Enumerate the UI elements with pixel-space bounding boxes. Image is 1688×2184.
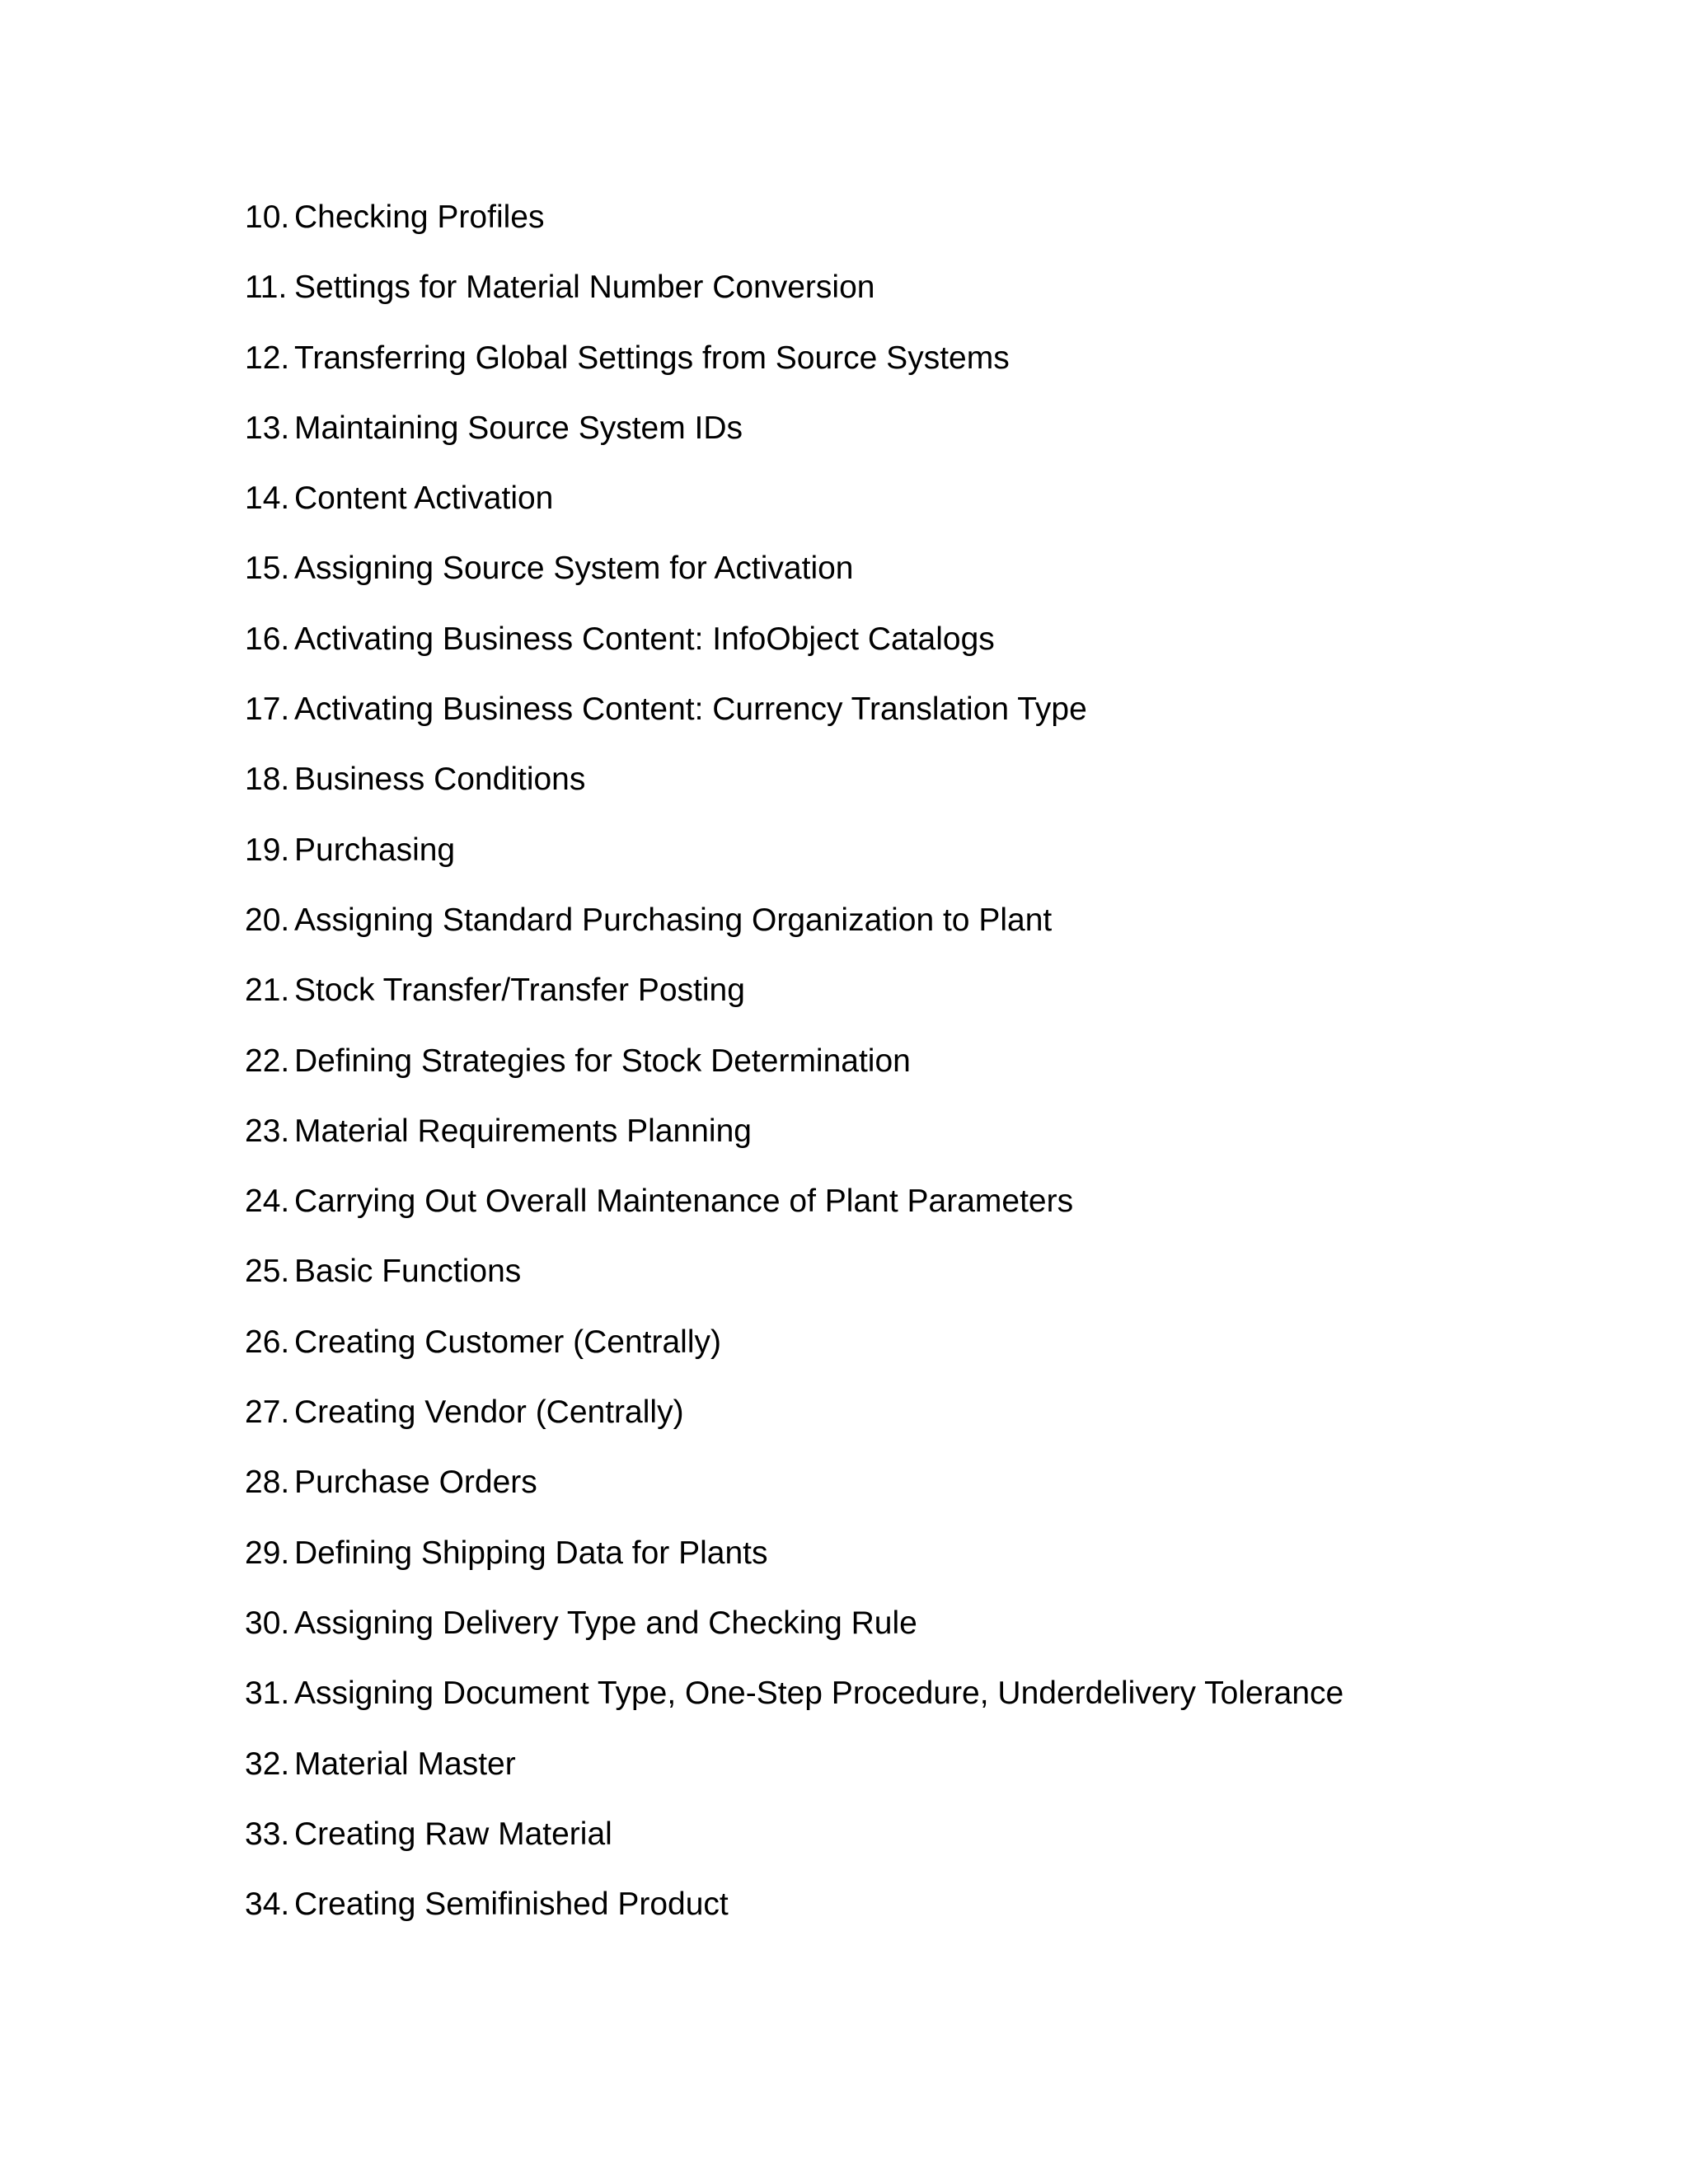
list-item — [245, 1460, 1343, 1530]
item-text: Creating Customer (Centrally) — [294, 1324, 721, 1360]
list-item — [245, 476, 1343, 546]
item-text: Transferring Global Settings from Source Systems — [294, 340, 1010, 376]
item-number: 23. — [245, 1113, 290, 1149]
item-number: 31. — [245, 1675, 290, 1712]
item-text: Assigning Source System for Activation — [294, 551, 854, 587]
list-item — [245, 1390, 1343, 1460]
list-item — [245, 968, 1343, 1038]
item-number: 33. — [245, 1816, 290, 1852]
item-number: 21. — [245, 972, 290, 1009]
item-text: Checking Profiles — [294, 199, 545, 235]
list-item — [245, 546, 1343, 616]
item-number: 32. — [245, 1746, 290, 1782]
item-text: Activating Business Content: Currency Translation Type — [294, 691, 1087, 728]
item-text: Assigning Standard Purchasing Organization to Plant — [294, 902, 1053, 938]
item-text: Defining Shipping Data for Plants — [294, 1535, 768, 1571]
list-item — [245, 1038, 1343, 1108]
item-text: Assigning Document Type, One-Step Procedure, Underdelivery Tolerance — [294, 1675, 1344, 1712]
item-number: 26. — [245, 1324, 290, 1360]
item-number: 18. — [245, 762, 290, 798]
list-item — [245, 1671, 1343, 1741]
item-number: 16. — [245, 621, 290, 657]
item-number: 13. — [245, 410, 290, 446]
item-number: 30. — [245, 1605, 290, 1641]
item-text: Purchasing — [294, 832, 456, 868]
list-item — [245, 1179, 1343, 1249]
item-text: Creating Semifinished Product — [294, 1886, 729, 1923]
item-number: 11. — [245, 269, 288, 306]
list-item — [245, 687, 1343, 757]
item-number: 15. — [245, 551, 290, 587]
item-text: Material Master — [294, 1746, 516, 1782]
item-text: Creating Raw Material — [294, 1816, 612, 1852]
item-number: 28. — [245, 1465, 290, 1501]
item-text: Material Requirements Planning — [294, 1113, 752, 1149]
list-item — [245, 1882, 1343, 1952]
item-text: Assigning Delivery Type and Checking Rule — [294, 1605, 917, 1641]
item-number: 14. — [245, 480, 290, 517]
item-number: 12. — [245, 340, 290, 376]
list-item — [245, 757, 1343, 827]
list-item — [245, 265, 1343, 335]
list-item — [245, 405, 1343, 476]
numbered-list — [245, 194, 1343, 1952]
list-item — [245, 1249, 1343, 1319]
item-number: 22. — [245, 1043, 290, 1079]
list-item — [245, 335, 1343, 405]
item-number: 20. — [245, 902, 290, 938]
item-text: Content Activation — [294, 480, 554, 517]
item-text: Business Conditions — [294, 762, 586, 798]
item-text: Activating Business Content: InfoObject Catalogs — [294, 621, 995, 657]
list-item — [245, 194, 1343, 265]
item-text: Defining Strategies for Stock Determination — [294, 1043, 911, 1079]
item-number: 27. — [245, 1394, 290, 1431]
list-item — [245, 1601, 1343, 1671]
item-number: 19. — [245, 832, 290, 868]
item-number: 24. — [245, 1183, 290, 1220]
item-number: 34. — [245, 1886, 290, 1923]
list-item — [245, 616, 1343, 687]
item-text: Carrying Out Overall Maintenance of Plant Parameters — [294, 1183, 1074, 1220]
item-number: 10. — [245, 199, 290, 235]
list-item — [245, 827, 1343, 898]
item-text: Maintaining Source System IDs — [294, 410, 743, 446]
list-item — [245, 1108, 1343, 1179]
item-text: Basic Functions — [294, 1254, 522, 1290]
item-number: 29. — [245, 1535, 290, 1571]
item-text: Settings for Material Number Conversion — [294, 269, 875, 306]
list-item — [245, 1811, 1343, 1882]
list-item — [245, 1319, 1343, 1390]
item-text: Creating Vendor (Centrally) — [294, 1394, 684, 1431]
list-item — [245, 1530, 1343, 1601]
item-number: 25. — [245, 1254, 290, 1290]
list-item — [245, 898, 1343, 968]
item-text: Stock Transfer/Transfer Posting — [294, 972, 745, 1009]
list-item — [245, 1741, 1343, 1811]
item-text: Purchase Orders — [294, 1465, 537, 1501]
item-number: 17. — [245, 691, 290, 728]
